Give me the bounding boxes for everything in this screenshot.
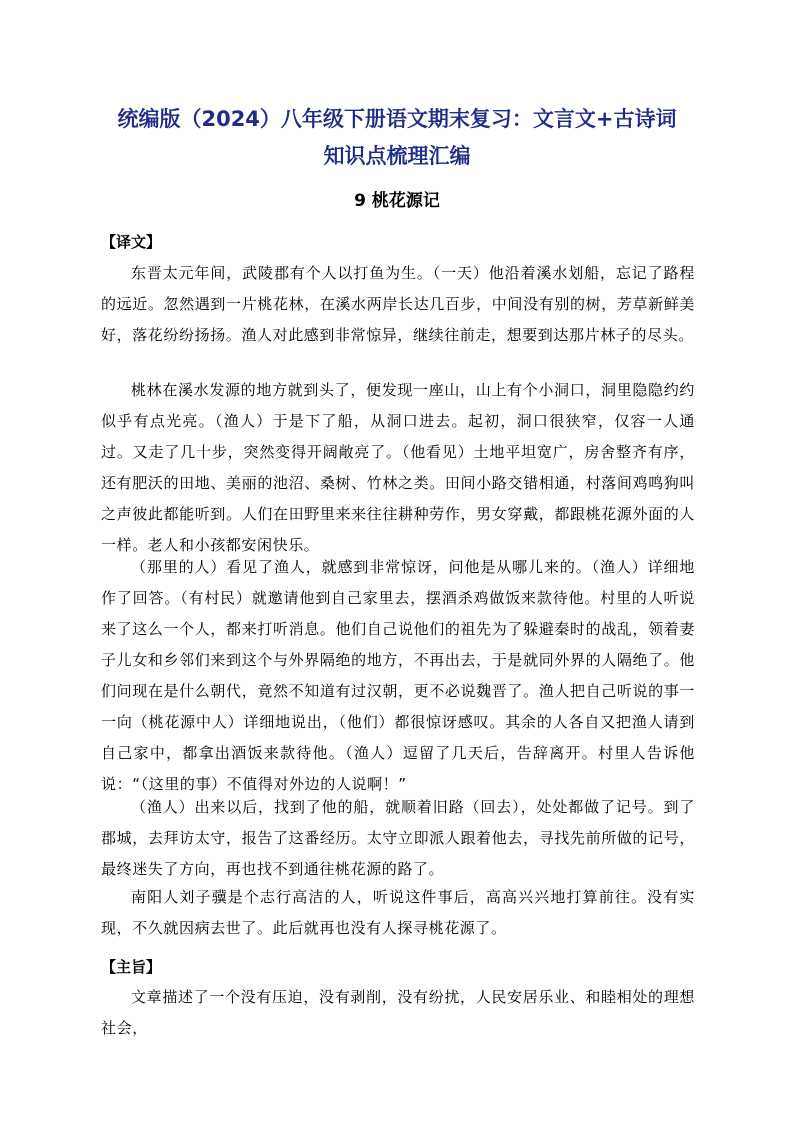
translation-section-label: 【译文】 bbox=[101, 233, 162, 251]
translation-paragraph-3: （那里的人）看见了渔人，就感到非常惊讶，问他是从哪儿来的。（渔人）详细地作了回答。（有村民）就邀请他到自己家里去，摆酒杀鸡做饭来款待他。村里的人听说来了这么一个人，都来打听消息。他们自己说他们的祖先为了躲避秦时的战乱，领着妻子儿女和乡邻们来到这个与外界隔绝的地方，不再出去，于是就同外界的人隔绝了。他们问现在是什么朝代，竟然不知道有过汉朝，更不必说魏晋了。渔人把自己听说的事一一向（桃花源中人）详细地说出，（他们）都很惊讶感叹。其余的人各自又把渔人请到自己家中，都拿出酒饭来款待他。（渔人）逗留了几天后，告辞离开。村里人告诉他说：“（这里的事）不值得对外边的人说啊！” bbox=[101, 558, 695, 793]
theme-section-label: 【主旨】 bbox=[101, 958, 162, 976]
document-title-line2: 知识点梳理汇编 bbox=[323, 144, 471, 168]
translation-paragraph-5: 南阳人刘子骥是个志行高洁的人，听说这件事后，高高兴兴地打算前往。没有实现，不久就因病去世了。此后就再也没有人探寻桃花源了。 bbox=[101, 888, 695, 937]
theme-paragraph: 文章描述了一个没有压迫，没有剥削，没有纷扰，人民安居乐业、和睦相处的理想社会， bbox=[101, 988, 695, 1037]
translation-paragraph-2: 桃林在溪水发源的地方就到头了，便发现一座山，山上有个小洞口，洞里隐隐约约似乎有点光亮。（渔人）于是下了船，从洞口进去。起初，洞口很狭窄，仅容一人通过。又走了几十步，突然变得开阔敞亮了。（他看见）土地平坦宽广，房舍整齐有序，还有肥沃的田地、美丽的池沼、桑树、竹林之类。田间小路交错相通，村落间鸡鸣狗叫之声彼此都能听到。人们在田野里来来往往耕种劳作，男女穿戴，都跟桃花源外面的人一样。老人和小孩都安闲快乐。 bbox=[101, 381, 695, 554]
document-title-line1: 统编版（2024）八年级下册语文期末复习：文言文+古诗词 bbox=[117, 107, 677, 131]
lesson-subtitle: 9 桃花源记 bbox=[354, 191, 440, 211]
translation-paragraph-4: （渔人）出来以后，找到了他的船，就顺着旧路（回去），处处都做了记号。到了郡城，去拜访太守，报告了这番经历。太守立即派人跟着他去，寻找先前所做的记号，最终迷失了方向，再也找不到通往桃花源的路了。 bbox=[101, 798, 695, 878]
translation-paragraph-1: 东晋太元年间，武陵郡有个人以打鱼为生。（一天）他沿着溪水划船，忘记了路程的远近。忽然遇到一片桃花林，在溪水两岸长达几百步，中间没有别的树，芳草新鲜美好，落花纷纷扬扬。渔人对此感到非常惊异，继续往前走，想要到达那片林子的尽头。 bbox=[101, 264, 695, 344]
